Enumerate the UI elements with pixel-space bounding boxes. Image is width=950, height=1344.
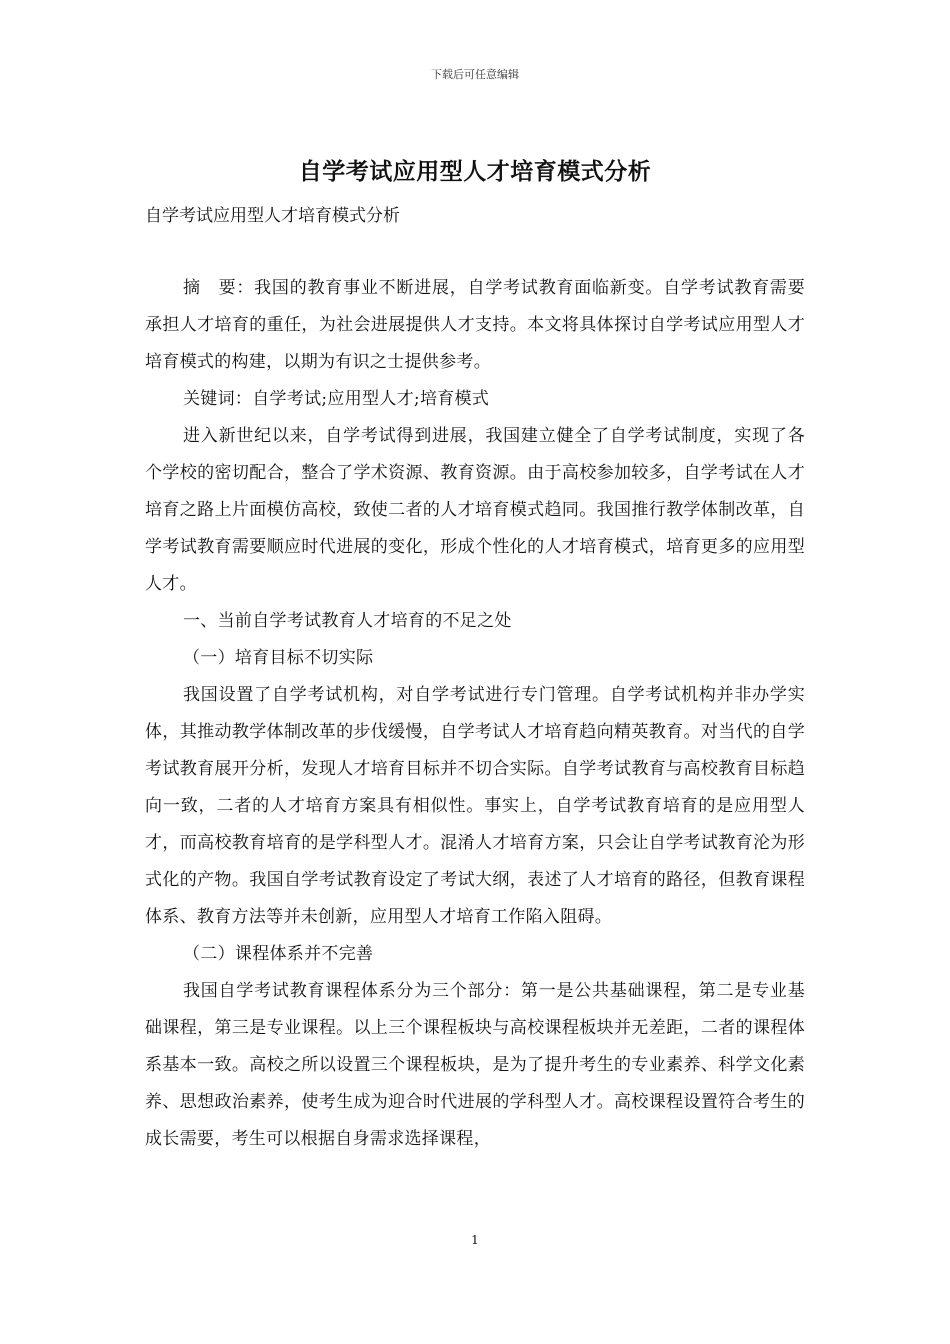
body-paragraph: 我国自学考试教育课程体系分为三个部分：第一是公共基础课程，第二是专业基础课程，第三是专业课程。以上三个课程板块与高校课程板块并无差距，二者的课程体系基本一致。高校之所以设置三个课程板块，是为了提升考生的专业素养、科学文化素养、思想政治素养，使考生成为迎合时代进展的学科型人才。高校课程设置符合考生的成长需要，考生可以根据自身需求选择课程， [145,981,805,1149]
intro-paragraph: 进入新世纪以来，自学考试得到进展，我国建立健全了自学考试制度，实现了各个学校的密切配合，整合了学术资源、教育资源。由于高校参加较多，自学考试在人才培育之路上片面模仿高校，致使二者的人才培育模式趋同。我国推行教学体制改革，自学考试教育需要顺应时代进展的变化，形成个性化的人才培育模式，培育更多的应用型人才。 [145,426,805,594]
keywords-paragraph: 关键词：自学考试;应用型人才;培育模式 [183,389,490,409]
document-title: 自学考试应用型人才培育模式分析 [298,158,652,185]
header-note: 下载后可任意编辑 [431,68,519,81]
subsection-heading-1: （一）培育目标不切实际 [183,648,374,668]
section-heading-1: 一、当前自学考试教育人才培育的不足之处 [183,611,512,631]
subsection-heading-2: （二）课程体系并不完善 [183,944,374,964]
document-subtitle: 自学考试应用型人才培育模式分析 [145,206,400,226]
abstract-paragraph: 摘 要：我国的教育事业不断进展，自学考试教育面临新变。自学考试教育需要承担人才培育的重任，为社会进展提供人才支持。本文将具体探讨自学考试应用型人才培育模式的构建，以期为有识之士提供参考。 [145,278,805,372]
page-number: 1 [471,1233,479,1247]
body-paragraph: 我国设置了自学考试机构，对自学考试进行专门管理。自学考试机构并非办学实体，其推动教学体制改革的步伐缓慢，自学考试人才培育趋向精英教育。对当代的自学考试教育展开分析，发现人才培育目标并不切合实际。自学考试教育与高校教育目标趋向一致，二者的人才培育方案具有相似性。事实上，自学考试教育培育的是应用型人才，而高校教育培育的是学科型人才。混淆人才培育方案，只会让自学考试教育沦为形式化的产物。我国自学考试教育设定了考试大纲，表述了人才培育的路径，但教育课程体系、教育方法等并未创新，应用型人才培育工作陷入阻碍。 [145,685,805,927]
document-body [145,270,805,1158]
